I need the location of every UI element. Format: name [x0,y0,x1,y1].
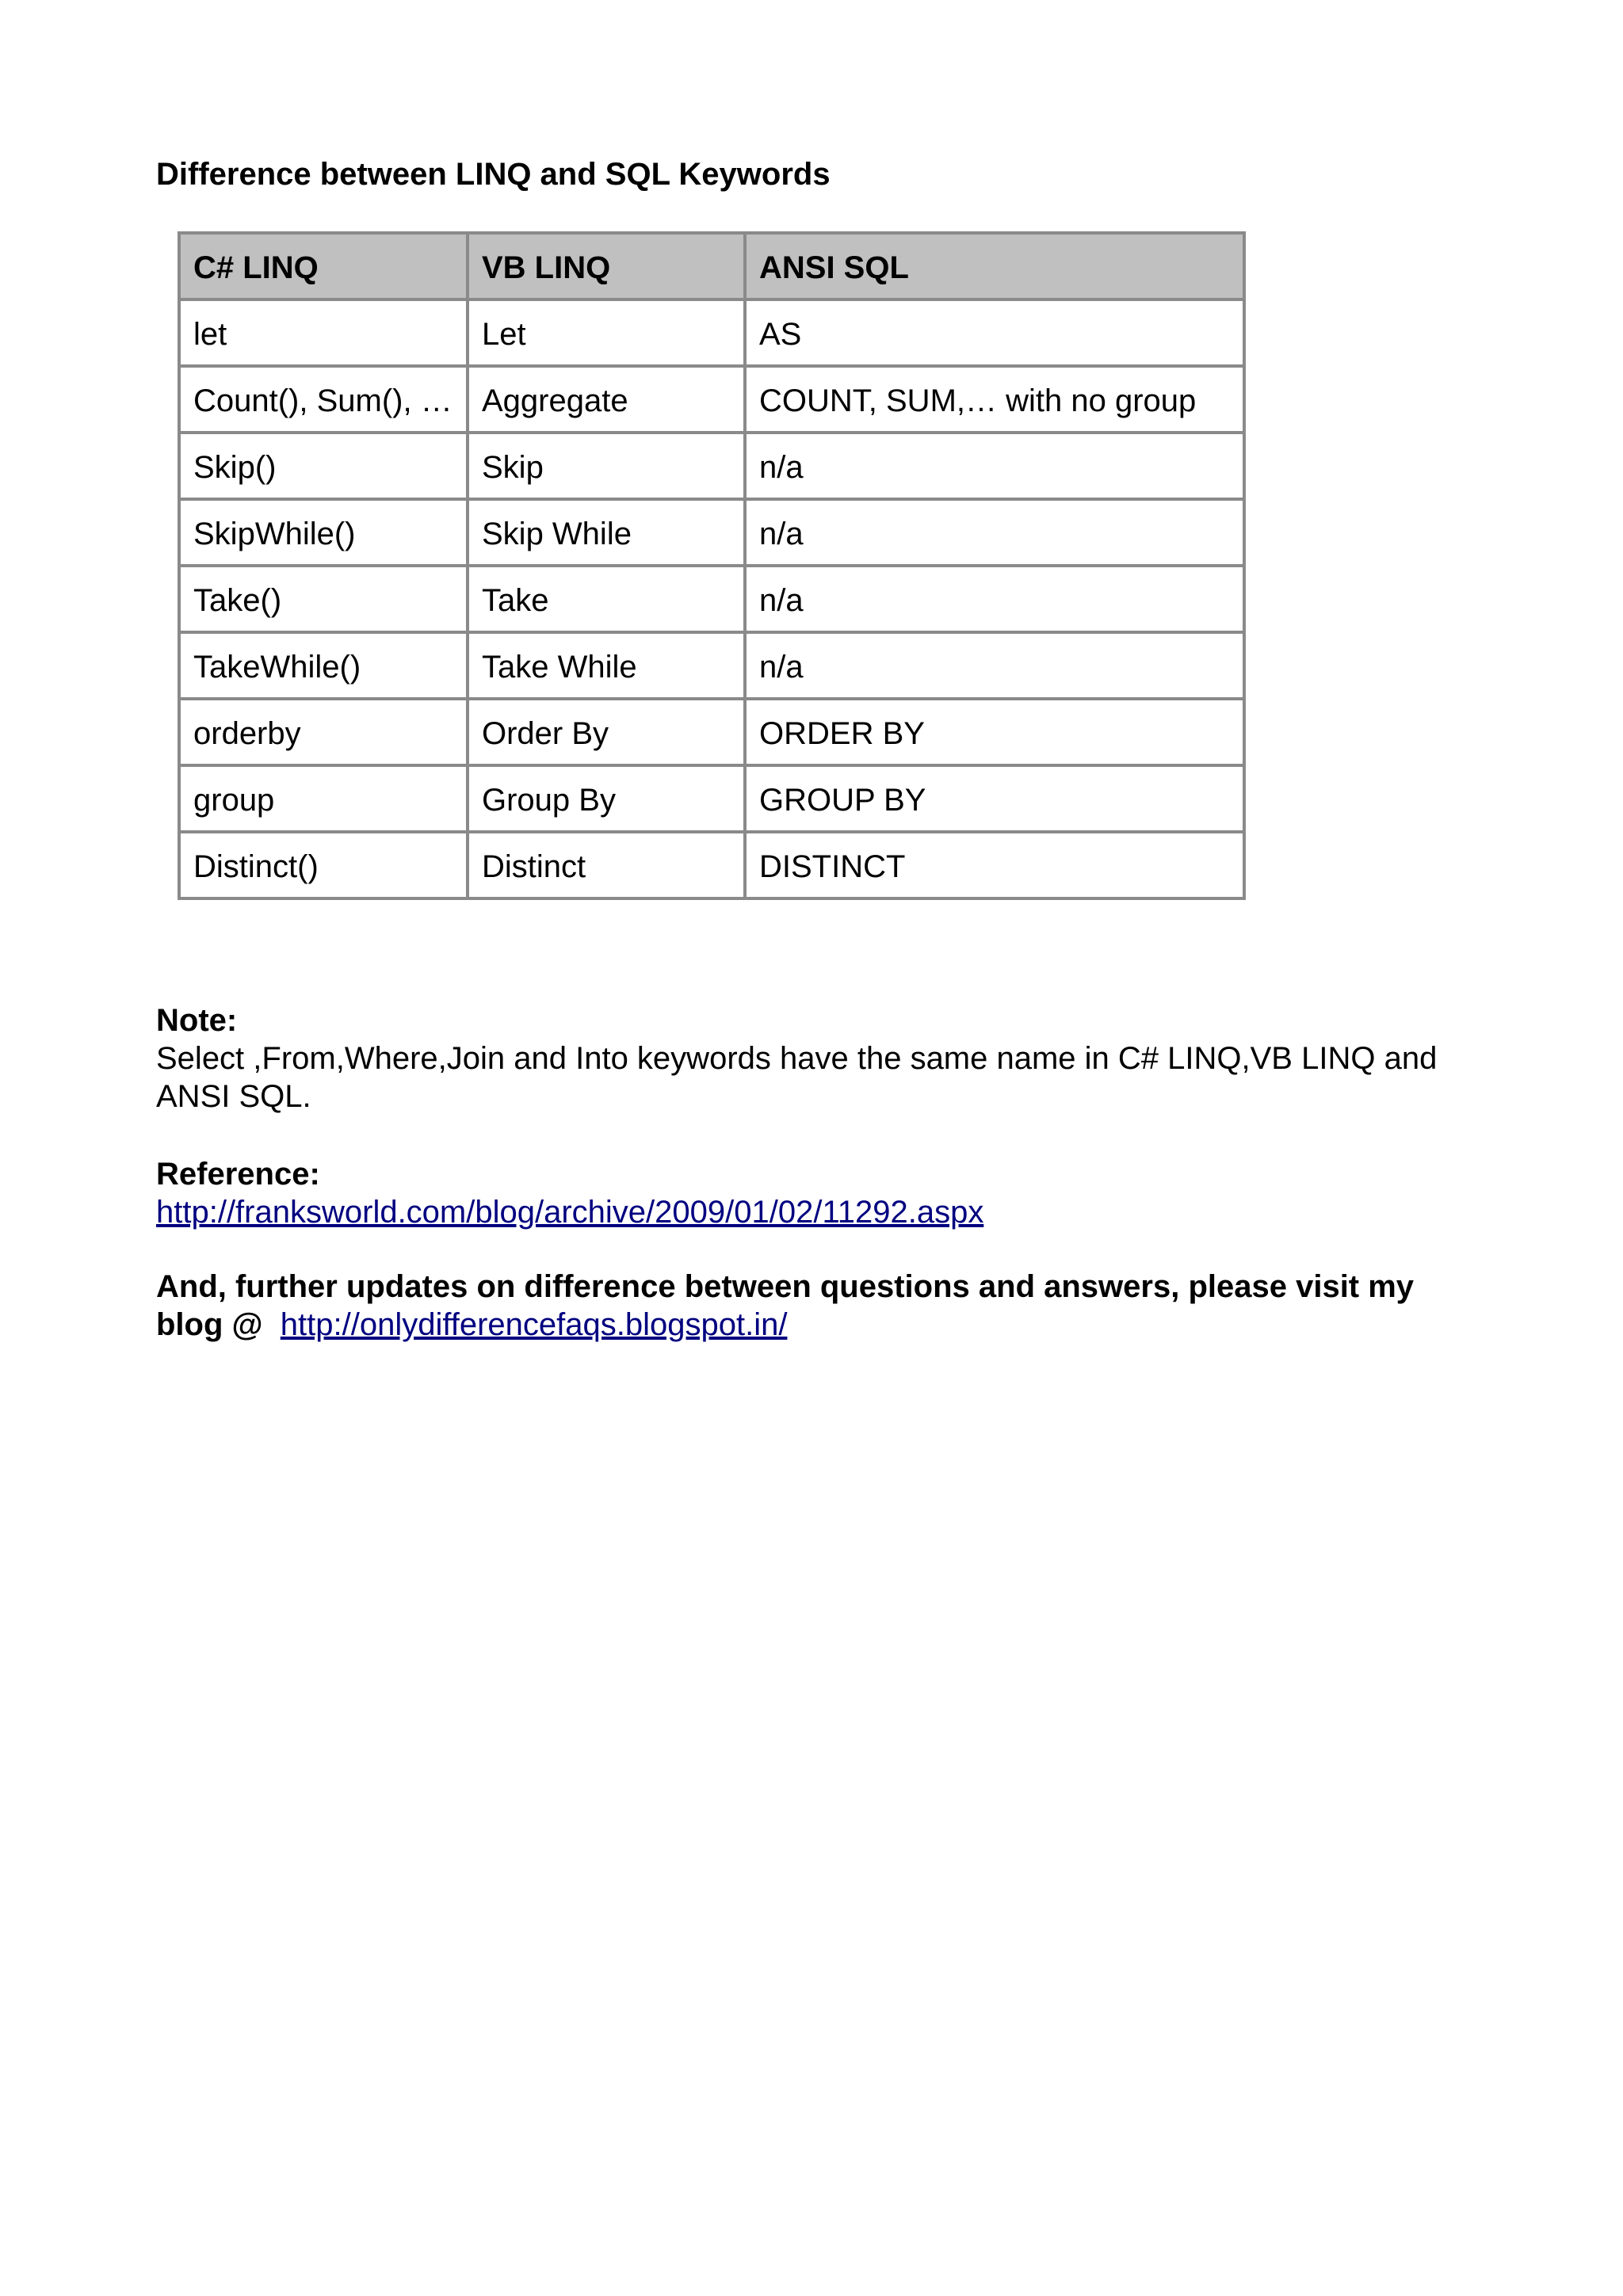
cell-sql: n/a [745,632,1244,699]
table-row [179,499,1244,566]
table-row [179,366,1244,433]
reference-section [156,1155,1487,1231]
cell-vb: Order By [468,699,745,765]
updates-section [156,1268,1487,1344]
table-row [179,566,1244,632]
table-row [179,699,1244,765]
table-row [179,765,1244,832]
cell-sql: COUNT, SUM,… with no group [745,366,1244,433]
cell-sql: ORDER BY [745,699,1244,765]
cell-csharp: SkipWhile() [179,499,468,566]
cell-vb: Group By [468,765,745,832]
cell-sql: DISTINCT [745,832,1244,898]
table-row [179,433,1244,499]
header-vb-linq: VB LINQ [468,233,745,299]
blog-link[interactable]: http://onlydifferencefaqs.blogspot.in/ [280,1307,788,1342]
note-text: Select ,From,Where,Join and Into keywords have the same name in C# LINQ,VB LINQ and ANSI SQL. [156,1041,1438,1114]
cell-vb: Skip While [468,499,745,566]
cell-csharp: Distinct() [179,832,468,898]
updates-text: And, further updates on difference between questions and answers, please visit my blog @ [156,1269,1415,1342]
cell-sql: AS [745,299,1244,366]
cell-vb: Aggregate [468,366,745,433]
cell-vb: Take While [468,632,745,699]
cell-sql: GROUP BY [745,765,1244,832]
keywords-table [178,231,1246,900]
cell-vb: Let [468,299,745,366]
table-row [179,832,1244,898]
cell-vb: Distinct [468,832,745,898]
cell-sql: n/a [745,566,1244,632]
cell-csharp: Take() [179,566,468,632]
cell-csharp: orderby [179,699,468,765]
cell-sql: n/a [745,433,1244,499]
cell-sql: n/a [745,499,1244,566]
cell-csharp: TakeWhile() [179,632,468,699]
note-label: Note: [156,1003,238,1038]
cell-vb: Take [468,566,745,632]
reference-label: Reference: [156,1157,320,1192]
page-title: Difference between LINQ and SQL Keywords [156,157,831,192]
table-row [179,632,1244,699]
header-ansi-sql: ANSI SQL [745,233,1244,299]
cell-csharp: group [179,765,468,832]
header-csharp-linq: C# LINQ [179,233,468,299]
table-header-row [179,233,1244,299]
table-row [179,299,1244,366]
cell-csharp: Skip() [179,433,468,499]
cell-csharp: let [179,299,468,366]
note-section [156,1001,1487,1116]
cell-vb: Skip [468,433,745,499]
reference-link[interactable]: http://franksworld.com/blog/archive/2009/01/02/11292.aspx [156,1195,984,1230]
cell-csharp: Count(), Sum(), … [179,366,468,433]
